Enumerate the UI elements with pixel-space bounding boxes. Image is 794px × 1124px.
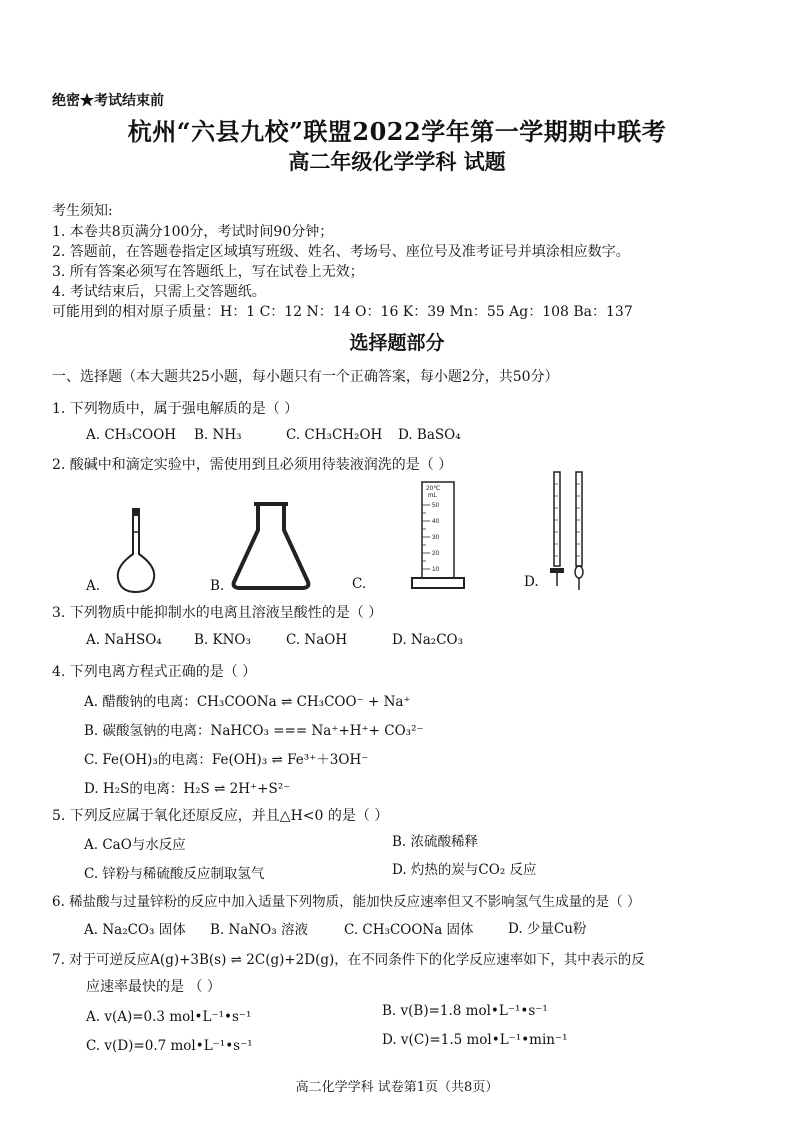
q5-option-c: C. 锌粉与稀硫酸反应制取氢气 xyxy=(84,866,265,882)
exam-title: 杭州“六县九校”联盟2022学年第一学期期中联考 xyxy=(127,117,667,146)
cylinder-temp: 20℃ xyxy=(426,485,441,492)
q3-option-a: A. NaHSO₄ xyxy=(86,632,162,648)
q6-option-c: C. CH₃COONa 固体 xyxy=(344,922,474,938)
note-item: 3. 所有答案必须写在答题纸上，写在试卷上无效； xyxy=(52,264,364,280)
question-5-stem: 5. 下列反应属于氧化还原反应，并且△H<0 的是（ ） xyxy=(52,808,389,824)
cylinder-tick: 10 xyxy=(432,566,440,573)
question-7-stem: 7. 对于可逆反应A(g)+3B(s) ⇌ 2C(g)+2D(g)，在不同条件下的化学反应速率如下，其中表示的反 xyxy=(52,952,645,968)
q6-option-b: B. NaNO₃ 溶液 xyxy=(210,922,308,938)
q7-option-a: A. v(A)=0.3 mol•L⁻¹•s⁻¹ xyxy=(86,1009,252,1025)
cylinder-tick: 40 xyxy=(432,518,440,525)
q4-option-d: D. H₂S的电离：H₂S ⇌ 2H⁺+S²⁻ xyxy=(84,781,291,797)
q7-option-d: D. v(C)=1.5 mol•L⁻¹•min⁻¹ xyxy=(382,1032,568,1048)
q3-option-b: B. KNO₃ xyxy=(194,632,251,648)
q1-option-d: D. BaSO₄ xyxy=(398,427,461,443)
question-7-stem-cont: 应速率最快的是 （ ） xyxy=(86,979,221,995)
notes-heading: 考生须知: xyxy=(52,203,113,219)
note-item: 4. 考试结束后，只需上交答题纸。 xyxy=(52,284,266,300)
q4-option-b: B. 碳酸氢钠的电离：NaHCO₃ === Na⁺+H⁺+ CO₃²⁻ xyxy=(84,723,424,739)
section-title: 选择题部分 xyxy=(349,332,445,354)
graduated-cylinder-icon xyxy=(408,478,468,592)
page-footer: 高二化学学科 试卷第1页（共8页） xyxy=(295,1080,499,1095)
q6-option-a: A. Na₂CO₃ 固体 xyxy=(84,922,186,938)
q2-option-b: B. xyxy=(210,578,225,594)
question-2-stem: 2. 酸碱中和滴定实验中，需使用到且必须用待装液润洗的是（ ） xyxy=(52,457,453,473)
cylinder-tick: 20 xyxy=(432,550,440,557)
part-heading: 一、选择题（本大题共25小题，每小题只有一个正确答案，每小题2分，共50分） xyxy=(52,369,559,385)
note-item: 2. 答题前，在答题卷指定区域填写班级、姓名、考场号、座位号及准考证号并填涂相应数字。 xyxy=(52,244,630,260)
q2-option-a: A. xyxy=(86,578,101,594)
q7-option-c: C. v(D)=0.7 mol•L⁻¹•s⁻¹ xyxy=(86,1038,253,1054)
cylinder-tick: 30 xyxy=(432,534,440,541)
q1-option-c: C. CH₃CH₂OH xyxy=(286,427,383,443)
q2-option-d: D. xyxy=(524,574,539,590)
confidential-label: 绝密★考试结束前 xyxy=(52,93,164,109)
cylinder-unit: mL xyxy=(428,492,438,499)
q5-option-a: A. CaO与水反应 xyxy=(84,837,186,853)
q7-option-b: B. v(B)=1.8 mol•L⁻¹•s⁻¹ xyxy=(382,1003,548,1019)
q5-option-b: B. 浓硫酸稀释 xyxy=(392,834,479,850)
q3-option-c: C. NaOH xyxy=(286,632,348,648)
q4-option-a: A. 醋酸钠的电离：CH₃COONa ⇌ CH₃COO⁻ + Na⁺ xyxy=(84,694,411,710)
atomic-masses: 可能用到的相对原子质量：H：1 C：12 N：14 O：16 K：39 Mn：55 Ag：108 Ba：137 xyxy=(52,304,633,320)
cropped-author-line xyxy=(256,174,646,182)
q6-option-d: D. 少量Cu粉 xyxy=(508,921,587,937)
q3-option-d: D. Na₂CO₃ xyxy=(392,632,464,648)
q2-option-c: C. xyxy=(352,576,367,592)
conical-flask-icon xyxy=(228,500,314,592)
note-item: 1. 本卷共8页满分100分，考试时间90分钟； xyxy=(52,224,334,240)
q5-option-d: D. 灼热的炭与CO₂ 反应 xyxy=(392,862,537,878)
q1-option-b: B. NH₃ xyxy=(194,427,242,443)
q4-option-c: C. Fe(OH)₃的电离：Fe(OH)₃ ⇌ Fe³⁺＋3OH⁻ xyxy=(84,752,369,768)
burettes-icon xyxy=(544,470,594,596)
question-6-stem: 6. 稀盐酸与过量锌粉的反应中加入适量下列物质，能加快反应速率但又不影响氢气生成量的是（ ） xyxy=(52,894,641,910)
question-4-stem: 4. 下列电离方程式正确的是（ ） xyxy=(52,664,257,680)
question-3-stem: 3. 下列物质中能抑制水的电离且溶液呈酸性的是（ ） xyxy=(52,605,383,621)
question-1-stem: 1. 下列物质中，属于强电解质的是（ ） xyxy=(52,401,299,417)
volumetric-flask-icon xyxy=(106,508,166,594)
q1-option-a: A. CH₃COOH xyxy=(86,427,177,443)
cylinder-tick: 50 xyxy=(432,502,440,509)
exam-subtitle: 高二年级化学学科 试题 xyxy=(288,149,506,174)
